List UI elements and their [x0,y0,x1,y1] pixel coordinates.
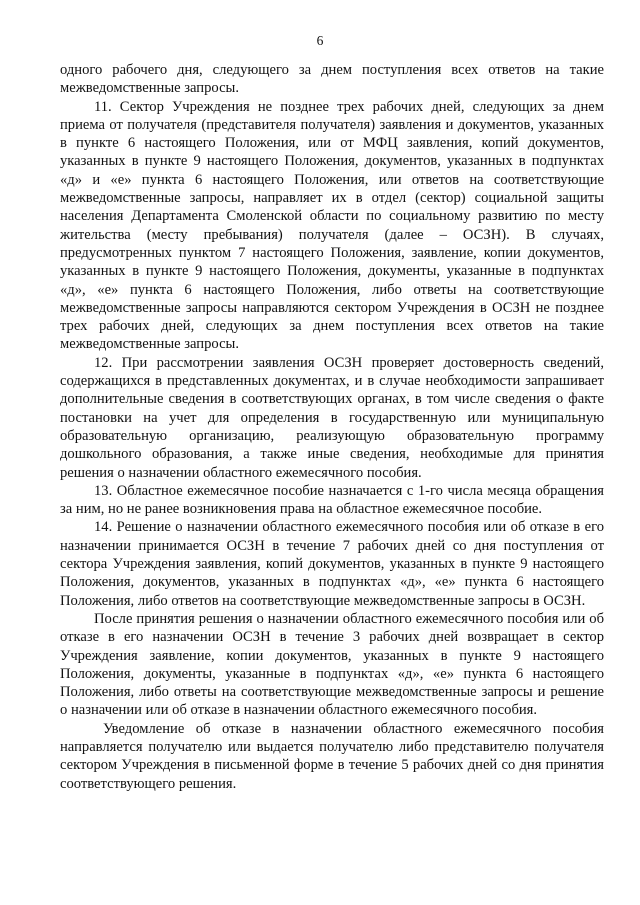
paragraph-14: 14. Решение о назначении областного ежемесячного пособия или об отказе в его назначении принимается ОСЗН в течение 7 рабочих дней со дня поступления от сектора Учреждения заявления, копий документов, указанных в пункте 9 настоящего Положения, документов, указанных в подпунктах «д», «е» пункта 6 настоящего Положения, либо ответов на соответствующие межведомственные запросы в ОСЗН. [60,519,604,609]
page-number: 6 [316,33,324,48]
paragraph-continuation: одного рабочего дня, следующего за днем поступления всех ответов на такие межведомственные запросы. [60,62,604,97]
document-body [60,61,604,793]
paragraph-12: 12. При рассмотрении заявления ОСЗН проверяет достоверность сведений, содержащихся в представленных документах, и в случае необходимости запрашивает дополнительные сведения в соответствующих органах, в том числе сведения о факте постановки на учет для определения в государственную или муниципальную образовательную организацию, реализующую образовательную программу дошкольного образования, а также иные сведения, необходимые для принятия решения о назначении областного ежемесячного пособия. [60,354,604,481]
paragraph-14-notice: Уведомление об отказе в назначении областного ежемесячного пособия направляется получателю или выдается получателю либо представителю получателя сектором Учреждения в письменной форме в течение 5 рабочих дней со дня принятия соответствующего решения. [60,720,604,792]
paragraph-14-return: После принятия решения о назначении областного ежемесячного пособия или об отказе в его назначении ОСЗН в течение 3 рабочих дней возвращает в сектор Учреждения заявление, копии документов, указанных в пункте 9 настоящего Положения, документы, указанные в подпунктах «д», «е» пункта 6 настоящего Положения, либо ответы на соответствующие межведомственные запросы и решение о назначении или об отказе в назначении областного ежемесячного пособия. [60,610,604,719]
paragraph-13: 13. Областное ежемесячное пособие назначается с 1-го числа месяца обращения за ним, но не ранее возникновения права на областное ежемесячное пособие. [60,482,604,518]
paragraph-11: 11. Сектор Учреждения не позднее трех рабочих дней, следующих за днем приема от получателя (представителя получателя) заявления и документов, указанных в пункте 6 настоящего Положения, или от МФЦ заявления, копий документов, указанных в пункте 9 настоящего Положения, документов, указанных в подпунктах «д» и «е» пункта 6 настоящего Положения, или ответов на соответствующие межведомственные запросы, направляет их в отдел (сектор) социальной защиты населения Департамента Смоленской области по социальному развитию по месту жительства (месту пребывания) получателя (далее – ОСЗН). В случаях, предусмотренных пунктом 7 настоящего Положения, заявление, копии документов, указанных в пункте 9 настоящего Положения, документы, указанные в подпунктах «д», «е» пункта 6 настоящего Положения, либо ответы на соответствующие межведомственные запросы направляются сектором Учреждения в ОСЗН не позднее трех рабочих дней, следующих за днем поступления всех ответов на такие межведомственные запросы. [60,98,604,353]
